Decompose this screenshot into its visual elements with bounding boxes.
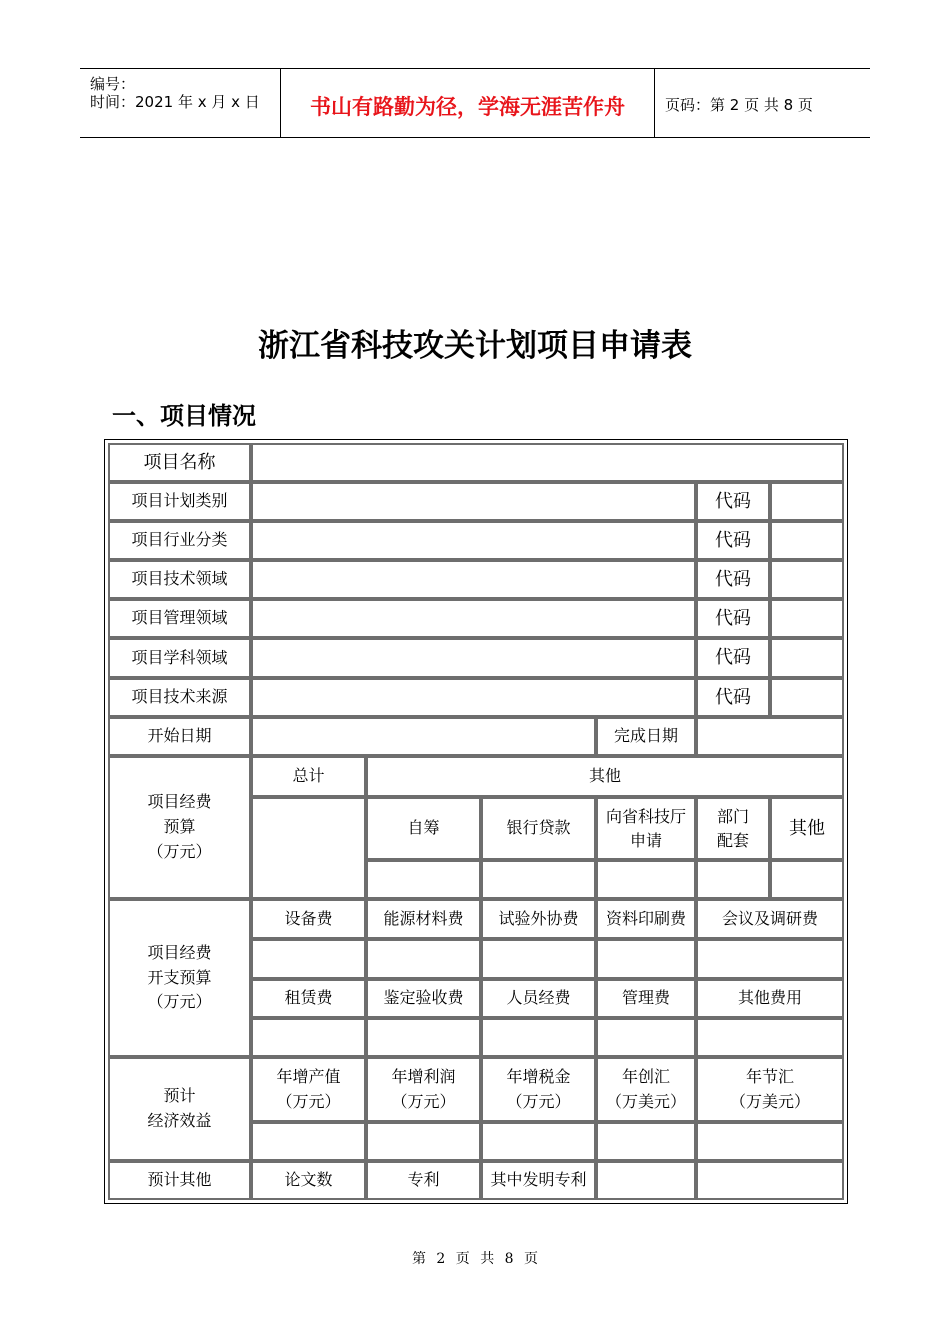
other-outcomes-input[interactable]: [696, 1161, 844, 1200]
benefit-header: 年创汇 （万美元）: [596, 1057, 696, 1122]
number-label: 编号：: [90, 75, 136, 93]
benefit-input[interactable]: [366, 1122, 481, 1161]
form-row-label: 项目管理领域: [108, 599, 251, 638]
expense-header: 设备费: [251, 899, 366, 939]
code-input[interactable]: [770, 638, 844, 678]
expense-header: 资料印刷费: [596, 899, 696, 939]
header-motto-cell: [280, 69, 655, 137]
date-label: 时间：2021 年 x 月 x 日: [90, 93, 260, 111]
benefit-input[interactable]: [596, 1122, 696, 1161]
other-outcomes-label: 预计其他: [108, 1161, 251, 1200]
expense-header: 租赁费: [251, 979, 366, 1018]
expense-label: 项目经费 开支预算 （万元）: [108, 899, 251, 1057]
project-name-label: 项目名称: [108, 443, 251, 482]
project-form-table: [104, 439, 848, 1204]
expense-input[interactable]: [696, 939, 844, 979]
code-label: 代码: [696, 560, 770, 599]
section-title: 一、项目情况: [112, 401, 256, 430]
form-row-input[interactable]: [251, 678, 696, 717]
bank-loan-label: 银行贷款: [481, 797, 596, 860]
others-label: 其他: [770, 797, 844, 860]
form-row-label: 项目技术领域: [108, 560, 251, 599]
others-input[interactable]: [770, 860, 844, 899]
expense-input[interactable]: [696, 1018, 844, 1057]
code-input[interactable]: [770, 560, 844, 599]
motto: 书山有路勤为径，学海无涯苦作舟: [310, 95, 625, 119]
form-row-input[interactable]: [251, 638, 696, 678]
form-row-label: 项目学科领域: [108, 638, 251, 678]
expense-header: 管理费: [596, 979, 696, 1018]
page-footer: 第 2 页 共 8 页: [411, 1251, 539, 1267]
provincial-label: 向省科技厅 申请: [596, 797, 696, 860]
benefit-input[interactable]: [251, 1122, 366, 1161]
benefit-header: 年增利润 （万元）: [366, 1057, 481, 1122]
expense-input[interactable]: [481, 1018, 596, 1057]
self-raised-label: 自筹: [366, 797, 481, 860]
expense-input[interactable]: [596, 939, 696, 979]
benefit-header: 年增税金 （万元）: [481, 1057, 596, 1122]
papers-label: 论文数: [251, 1161, 366, 1200]
benefit-input[interactable]: [696, 1122, 844, 1161]
benefit-header: 年增产值 （万元）: [251, 1057, 366, 1122]
budget-other-label: 其他: [366, 756, 844, 797]
start-date-input[interactable]: [251, 717, 596, 756]
code-label: 代码: [696, 482, 770, 521]
expense-input[interactable]: [366, 1018, 481, 1057]
invention-patents-label: 其中发明专利: [481, 1161, 596, 1200]
code-label: 代码: [696, 599, 770, 638]
expense-input[interactable]: [366, 939, 481, 979]
form-row-input[interactable]: [251, 521, 696, 560]
page-header: [80, 68, 870, 138]
budget-total-input[interactable]: [251, 797, 366, 899]
benefit-input[interactable]: [481, 1122, 596, 1161]
expense-header: 试验外协费: [481, 899, 596, 939]
header-meta: [80, 69, 280, 137]
budget-total-label: 总计: [251, 756, 366, 797]
expense-header: 会议及调研费: [696, 899, 844, 939]
bank-loan-input[interactable]: [481, 860, 596, 899]
expense-header: 人员经费: [481, 979, 596, 1018]
code-label: 代码: [696, 521, 770, 560]
form-row-label: 项目计划类别: [108, 482, 251, 521]
expense-input[interactable]: [481, 939, 596, 979]
form-row-label: 项目技术来源: [108, 678, 251, 717]
code-input[interactable]: [770, 521, 844, 560]
document-title: 浙江省科技攻关计划项目申请表: [258, 328, 692, 364]
start-date-label: 开始日期: [108, 717, 251, 756]
end-date-label: 完成日期: [596, 717, 696, 756]
benefit-header: 年节汇 （万美元）: [696, 1057, 844, 1122]
end-date-input[interactable]: [696, 717, 844, 756]
code-input[interactable]: [770, 482, 844, 521]
header-page-cell: [655, 69, 870, 137]
code-label: 代码: [696, 638, 770, 678]
self-raised-input[interactable]: [366, 860, 481, 899]
form-row-input[interactable]: [251, 560, 696, 599]
expense-header: 其他费用: [696, 979, 844, 1018]
page-info: 页码：第 2 页 共 8 页: [665, 96, 813, 114]
benefit-label: 预计 经济效益: [108, 1057, 251, 1161]
form-row-label: 项目行业分类: [108, 521, 251, 560]
expense-input[interactable]: [596, 1018, 696, 1057]
code-input[interactable]: [770, 599, 844, 638]
expense-input[interactable]: [251, 939, 366, 979]
provincial-input[interactable]: [596, 860, 696, 899]
project-name-input[interactable]: [251, 443, 844, 482]
expense-header: 鉴定验收费: [366, 979, 481, 1018]
code-label: 代码: [696, 678, 770, 717]
budget-label: 项目经费 预算 （万元）: [108, 756, 251, 899]
code-input[interactable]: [770, 678, 844, 717]
department-label: 部门 配套: [696, 797, 770, 860]
expense-header: 能源材料费: [366, 899, 481, 939]
form-row-input[interactable]: [251, 482, 696, 521]
other-outcomes-input[interactable]: [596, 1161, 696, 1200]
form-row-input[interactable]: [251, 599, 696, 638]
expense-input[interactable]: [251, 1018, 366, 1057]
department-input[interactable]: [696, 860, 770, 899]
patents-label: 专利: [366, 1161, 481, 1200]
